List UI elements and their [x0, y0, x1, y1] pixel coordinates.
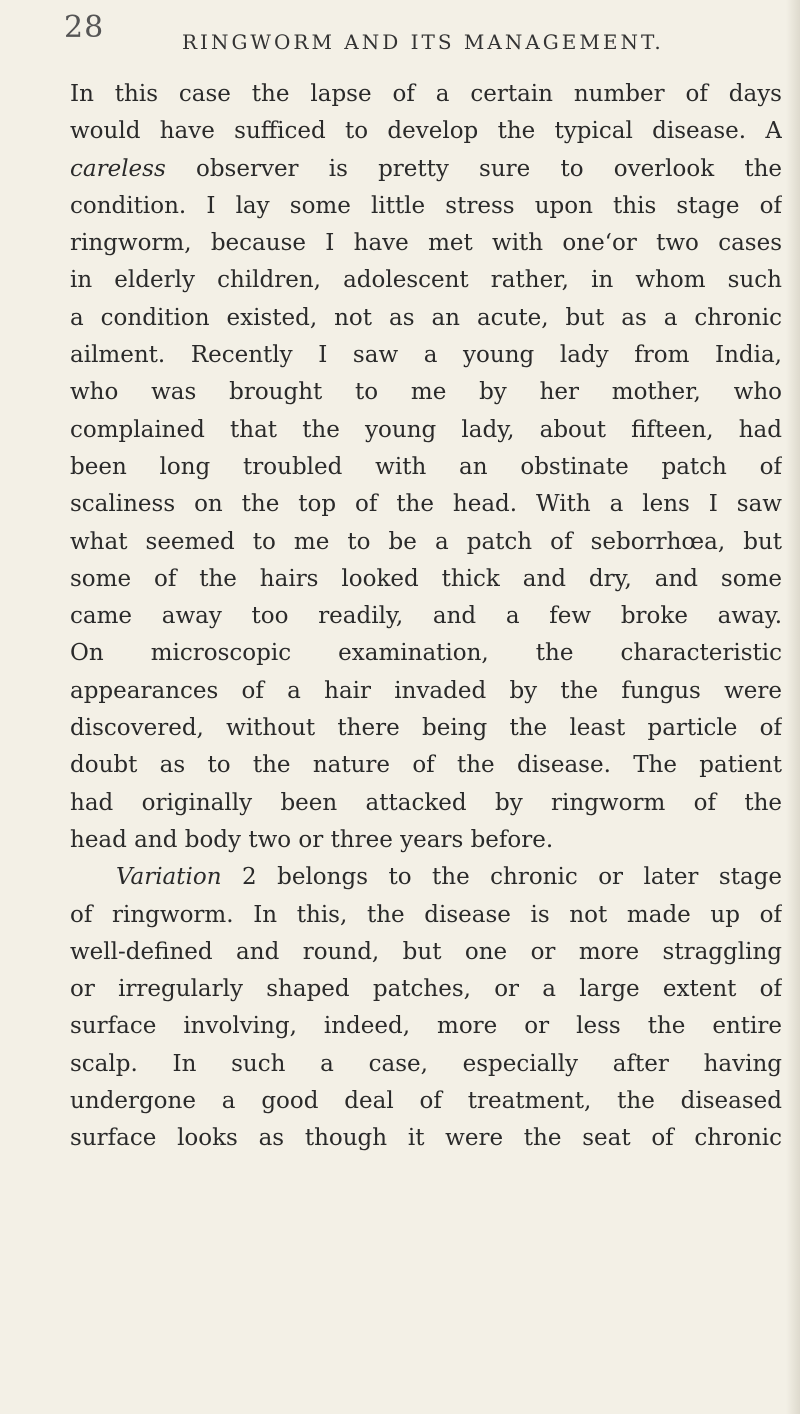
text-line: came away too readily, and a few broke away. [70, 603, 782, 630]
text-line: in elderly children, adolescent rather, in whom such [70, 267, 782, 294]
italic-lead: Variation [116, 864, 222, 891]
text-line: undergone a good deal of treatment, the diseased [70, 1088, 782, 1115]
text-line: surface looks as though it were the seat of chronic [70, 1125, 782, 1152]
text-line: In this case the lapse of a certain number of days [70, 81, 782, 107]
text-line: a condition existed, not as an acute, but as a chronic [70, 304, 782, 331]
text-line: complained that the young lady, about fifteen, had [70, 416, 782, 443]
text-line: ringworm, because I have met with one‘or two cases [70, 230, 782, 257]
text-line: ailment. Recently I saw a young lady from India, [70, 342, 782, 369]
text-line [70, 151, 782, 188]
text-line: would have sufficed to develop the typical disease. A [70, 118, 782, 145]
text-line-rest: 2 belongs to the chronic or later stage [221, 864, 782, 891]
text-line: what seemed to me to be a patch of seborrhœa, but [70, 528, 782, 555]
text-line: surface involving, indeed, more or less the entire [70, 1013, 782, 1040]
text-line: head and body two or three years before. [70, 826, 554, 853]
text-line [70, 859, 782, 896]
text-line: well-defined and round, but one or more straggling [70, 938, 782, 965]
page-header [64, 10, 764, 64]
text-line-rest: observer is pretty sure to overlook the [195, 155, 782, 182]
text-line: On microscopic examination, the characteristic [70, 640, 782, 667]
text-line: appearances of a hair invaded by the fungus were [70, 677, 782, 704]
text-line: scaliness on the top of the head. With a lens I saw [70, 491, 782, 518]
page-number: 28 [64, 10, 105, 45]
text-line: condition. I lay some little stress upon this stage of [70, 192, 782, 219]
text-line: doubt as to the nature of the disease. The patient [70, 752, 782, 779]
text-line: had originally been attacked by ringworm of the [70, 789, 782, 816]
italic-word: careless [70, 155, 166, 182]
body-text [70, 76, 782, 1158]
text-line: scalp. In such a case, especially after having [70, 1050, 782, 1077]
text-line: discovered, without there being the least particle of [70, 715, 782, 742]
text-line: of ringworm. In this, the disease is not made up of [70, 901, 782, 928]
text-line: or irregularly shaped patches, or a large extent of [70, 976, 782, 1003]
running-head: RINGWORM AND ITS MANAGEMENT. [182, 30, 664, 54]
text-line: who was brought to me by her mother, who [70, 379, 782, 406]
text-line: some of the hairs looked thick and dry, and some [70, 565, 782, 592]
text-line: been long troubled with an obstinate patch of [70, 453, 782, 480]
page-edge-shadow [786, 0, 800, 1414]
